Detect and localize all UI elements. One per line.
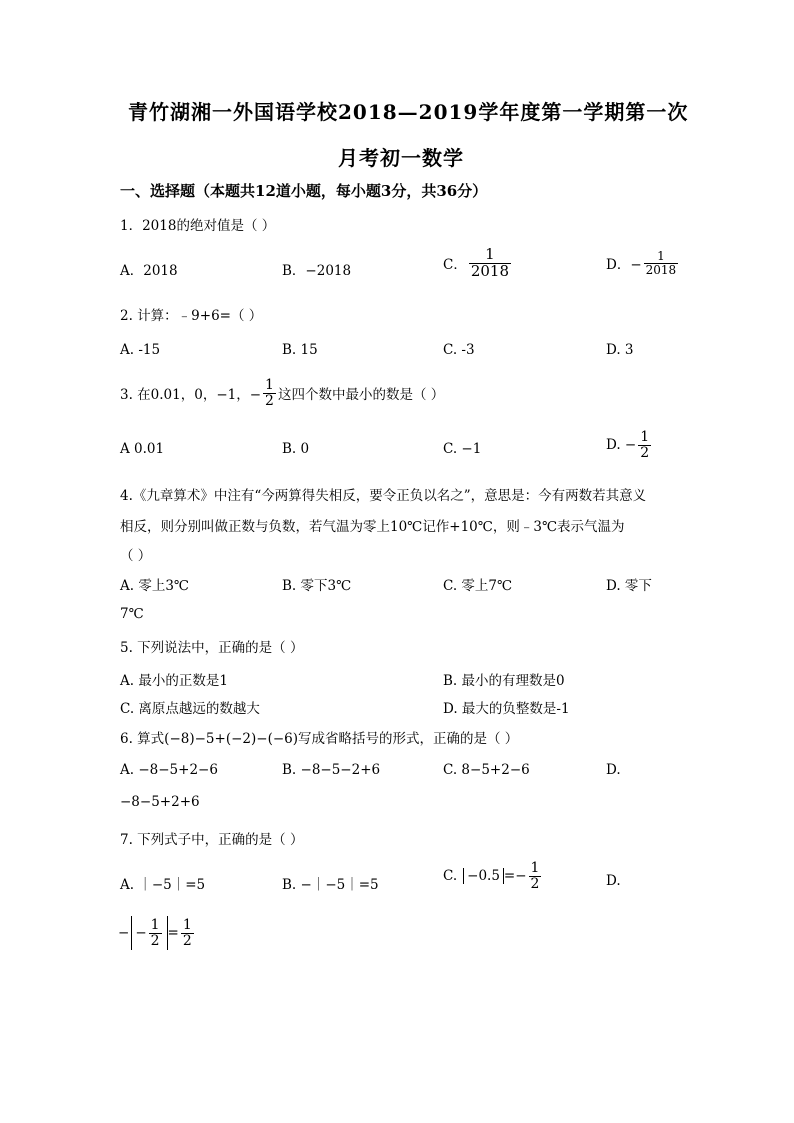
denominator: 2018 <box>645 262 677 277</box>
fraction <box>181 918 194 948</box>
absolute-value: −0.5 <box>463 868 504 884</box>
question-5-stem: 5. 下列说法中，正确的是（ ） <box>120 640 304 656</box>
fraction <box>263 378 276 408</box>
question-6-option-c: C. 8−5+2−6 <box>443 762 530 778</box>
option-label: D．− <box>606 257 642 274</box>
numerator: 1 <box>657 249 665 263</box>
question-3-option-b: B. 0 <box>282 441 310 457</box>
fraction <box>469 247 511 280</box>
question-7-option-b: B. −｜−5｜=5 <box>282 877 379 893</box>
minus-sign: − <box>135 925 147 941</box>
numerator: 1 <box>182 916 192 933</box>
section-heading: 一、选择题（本题共12道小题，每小题3分，共36分） <box>120 182 488 200</box>
question-3-option-a: A 0.01 <box>120 441 165 457</box>
question-2-stem: 2. 计算：﹣9+6=（ ） <box>120 308 263 324</box>
question-6-option-d: D. <box>606 762 621 778</box>
question-6-option-b: B. −8−5−2+6 <box>282 762 381 778</box>
question-1-option-c <box>443 247 513 280</box>
numerator: 1 <box>640 429 650 445</box>
equals-sign: = <box>167 925 179 941</box>
question-1-option-b: B．−2018 <box>282 263 352 279</box>
question-4-line2: 相反，则分别叫做正数与负数，若气温为零上10℃记作+10℃，则﹣3℃表示气温为 <box>120 519 625 535</box>
denominator: 2 <box>182 932 192 949</box>
question-3-option-d <box>606 430 653 460</box>
question-4-option-a: A. 零上3℃ <box>120 578 190 594</box>
denominator: 2 <box>265 392 274 409</box>
stem-text: 3. 在0.01，0，−1，− <box>120 387 262 404</box>
denominator: 2 <box>640 444 650 461</box>
question-7-option-d: D. <box>606 873 621 889</box>
question-2-option-c: C. -3 <box>443 342 475 358</box>
stem-text: 这四个数中最小的数是（ ） <box>277 387 445 404</box>
question-5-option-d: D. 最大的负整数是-1 <box>443 701 570 717</box>
fraction <box>638 430 651 460</box>
question-5-option-c: C. 离原点越远的数越大 <box>120 701 260 717</box>
fraction <box>644 250 679 276</box>
question-2-option-a: A. -15 <box>120 342 161 358</box>
question-4-option-d: D. 零下 <box>606 578 652 594</box>
absolute-value <box>131 916 167 950</box>
numerator: 1 <box>485 245 495 263</box>
question-3-option-c: C. −1 <box>443 441 482 457</box>
question-2-option-d: D. 3 <box>606 342 634 358</box>
question-1-stem: 1．2018的绝对值是（ ） <box>120 218 276 234</box>
question-5-option-a: A. 最小的正数是1 <box>120 673 228 689</box>
question-2-option-b: B. 15 <box>282 342 318 358</box>
question-7-option-c <box>443 861 543 891</box>
question-4-option-d-continued: 7℃ <box>120 606 144 622</box>
option-label: D. − <box>606 437 637 454</box>
question-5-option-b: B. 最小的有理数是0 <box>443 673 565 689</box>
question-1-option-a: A．2018 <box>120 263 178 279</box>
question-6-option-d-continued: −8−5+2+6 <box>120 794 200 810</box>
question-7-stem: 7. 下列式子中，正确的是（ ） <box>120 832 304 848</box>
fraction <box>149 918 162 948</box>
minus-sign: − <box>118 925 130 941</box>
question-6-stem: 6. 算式(−8)−5+(−2)−(−6)写成省略括号的形式，正确的是（ ） <box>120 731 519 747</box>
denominator: 2 <box>150 932 160 949</box>
option-label: C． <box>443 257 467 274</box>
numerator: 1 <box>530 860 540 876</box>
question-4-line3: （ ） <box>120 548 152 564</box>
page-title-line1: 青竹湖湘一外国语学校2018—2019学年度第一学期第一次 <box>128 100 689 124</box>
question-7-option-a: A. ｜−5｜=5 <box>120 877 206 893</box>
question-6-option-a: A. −8−5+2−6 <box>120 762 218 778</box>
denominator: 2018 <box>470 261 510 280</box>
page-title-line2: 月考初一数学 <box>338 146 464 170</box>
question-3-stem <box>120 378 444 408</box>
question-4-option-c: C. 零上7℃ <box>443 578 513 594</box>
question-7-option-d-expression <box>118 916 196 950</box>
fraction <box>529 861 542 891</box>
denominator: 2 <box>530 875 540 892</box>
question-1-option-d <box>606 250 680 276</box>
question-4-option-b: B. 零下3℃ <box>282 578 352 594</box>
equals-minus: =− <box>503 868 527 885</box>
numerator: 1 <box>150 916 160 933</box>
option-label: C. <box>443 868 458 885</box>
numerator: 1 <box>265 377 274 393</box>
question-4-line1: 4.《九章算术》中注有“今两算得失相反，要令正负以名之”，意思是：今有两数若其意义 <box>120 488 647 504</box>
